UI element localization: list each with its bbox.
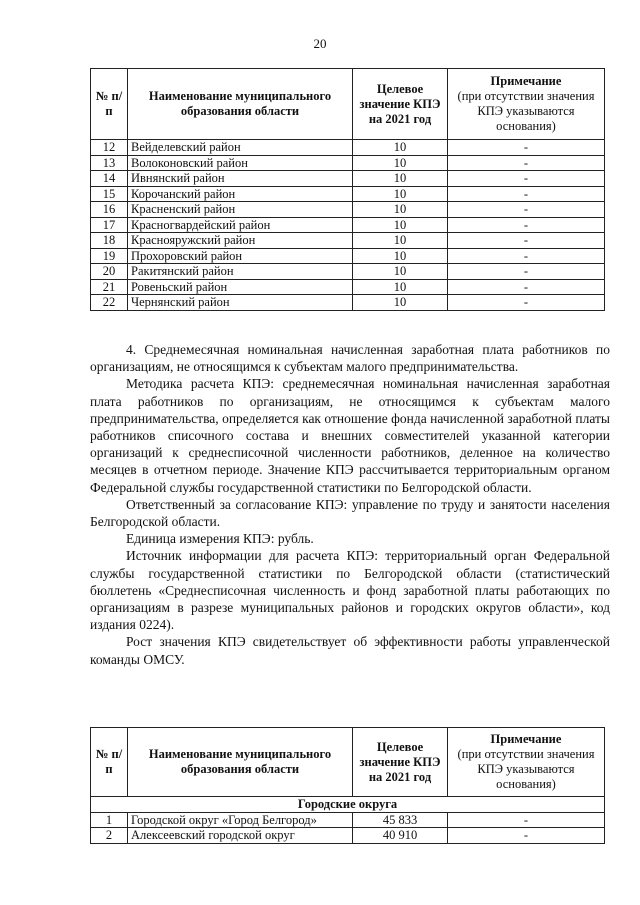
- header-note-sub: (при отсутствии значения КПЭ указываются основания): [457, 747, 595, 791]
- section-label: Городские округа: [91, 797, 605, 813]
- table-row: [91, 140, 605, 156]
- row-num: 17: [91, 217, 128, 233]
- row-note: -: [448, 264, 605, 280]
- row-num: 2: [91, 828, 128, 844]
- row-note: -: [448, 202, 605, 218]
- table-row: [91, 279, 605, 295]
- row-name: Алексеевский городской округ: [128, 828, 353, 844]
- row-name: Чернянский район: [128, 295, 353, 311]
- row-note: -: [448, 279, 605, 295]
- table-row: [91, 202, 605, 218]
- header-num: № п/п: [91, 69, 128, 140]
- header-num: № п/п: [91, 728, 128, 797]
- page-number: 20: [313, 36, 327, 51]
- row-note: -: [448, 812, 605, 828]
- table-row: [91, 233, 605, 249]
- row-note: -: [448, 217, 605, 233]
- paragraph-methodology: Методика расчета КПЭ: среднемесячная номинальная начисленная заработная плата работников по организациям, не относящимся к субъектам малого предпринимательства, определяется как отношение фонда начисленной заработной платы работников списочного состава и внешних совместителей указанной категории организаций к среднесписочной численности работников, деленное на количество месяцев в отчетном периоде. Значение КПЭ рассчитывается территориальным органом Федеральной службы государственной статистики по Белгородской области.: [90, 376, 610, 495]
- row-num: 21: [91, 279, 128, 295]
- paragraph-source: Источник информации для расчета КПЭ: территориальный орган Федеральной службы государственной статистики по Белгородской области (статистический бюллетень «Среднесписочная численность и фонд заработной платы работающих по организациям в разрезе муниципальных районов и городских округов области», код издания 0224).: [90, 548, 610, 633]
- paragraph-kpi-title: 4. Среднемесячная номинальная начисленная заработная плата работников по организациям, не относящимся к субъектам малого предпринимательства.: [90, 342, 610, 375]
- header-name: Наименование муниципального образования области: [128, 69, 353, 140]
- row-num: 16: [91, 202, 128, 218]
- row-num: 15: [91, 186, 128, 202]
- header-target: Целевое значение КПЭ на 2021 год: [353, 69, 448, 140]
- row-num: 14: [91, 171, 128, 187]
- row-num: 22: [91, 295, 128, 311]
- row-value: 10: [353, 233, 448, 249]
- row-name: Корочанский район: [128, 186, 353, 202]
- table-header-row: [91, 728, 605, 797]
- row-name: Ракитянский район: [128, 264, 353, 280]
- paragraph-responsible: Ответственный за согласование КПЭ: управление по труду и занятости населения Белгородской области.: [90, 496, 610, 530]
- row-name: Красногвардейский район: [128, 217, 353, 233]
- row-value: 40 910: [353, 828, 448, 844]
- header-note-title: Примечание: [490, 732, 562, 746]
- row-value: 10: [353, 171, 448, 187]
- table-row: [91, 171, 605, 187]
- row-note: -: [448, 186, 605, 202]
- table-row: [91, 264, 605, 280]
- row-num: 13: [91, 155, 128, 171]
- row-value: 10: [353, 140, 448, 156]
- header-name: Наименование муниципального образования области: [128, 728, 353, 797]
- row-name: Вейделевский район: [128, 140, 353, 156]
- row-note: -: [448, 140, 605, 156]
- row-name: Прохоровский район: [128, 248, 353, 264]
- row-value: 10: [353, 264, 448, 280]
- kpi-table-districts: [90, 68, 605, 311]
- paragraph-unit: Единица измерения КПЭ: рубль.: [126, 531, 314, 547]
- row-value: 45 833: [353, 812, 448, 828]
- row-name: Ивнянский район: [128, 171, 353, 187]
- row-note: -: [448, 248, 605, 264]
- header-note-sub: (при отсутствии значения КПЭ указываются основания): [457, 89, 595, 133]
- row-name: Красненский район: [128, 202, 353, 218]
- row-note: -: [448, 171, 605, 187]
- row-name: Городской округ «Город Белгород»: [128, 812, 353, 828]
- paragraph-growth: Рост значения КПЭ свидетельствует об эффективности работы управленческой команды ОМСУ.: [90, 634, 610, 667]
- body-text: [90, 341, 610, 668]
- row-name: Ровеньский район: [128, 279, 353, 295]
- header-note: [448, 728, 605, 797]
- row-num: 18: [91, 233, 128, 249]
- row-note: -: [448, 295, 605, 311]
- section-row: [91, 797, 605, 813]
- kpi-table-city-districts: [90, 727, 605, 844]
- row-value: 10: [353, 217, 448, 233]
- row-value: 10: [353, 186, 448, 202]
- row-note: -: [448, 155, 605, 171]
- row-value: 10: [353, 295, 448, 311]
- row-value: 10: [353, 248, 448, 264]
- row-note: -: [448, 828, 605, 844]
- row-num: 1: [91, 812, 128, 828]
- table-row: [91, 186, 605, 202]
- row-num: 19: [91, 248, 128, 264]
- table-row: [91, 828, 605, 844]
- table-header-row: [91, 69, 605, 140]
- row-name: Краснояружский район: [128, 233, 353, 249]
- header-note-title: Примечание: [490, 74, 562, 88]
- table-row: [91, 812, 605, 828]
- row-value: 10: [353, 202, 448, 218]
- row-value: 10: [353, 279, 448, 295]
- header-note: [448, 69, 605, 140]
- table-row: [91, 155, 605, 171]
- row-num: 12: [91, 140, 128, 156]
- table-row: [91, 217, 605, 233]
- row-note: -: [448, 233, 605, 249]
- table-row: [91, 295, 605, 311]
- row-num: 20: [91, 264, 128, 280]
- header-target: Целевое значение КПЭ на 2021 год: [353, 728, 448, 797]
- row-name: Волоконовский район: [128, 155, 353, 171]
- row-value: 10: [353, 155, 448, 171]
- table-row: [91, 248, 605, 264]
